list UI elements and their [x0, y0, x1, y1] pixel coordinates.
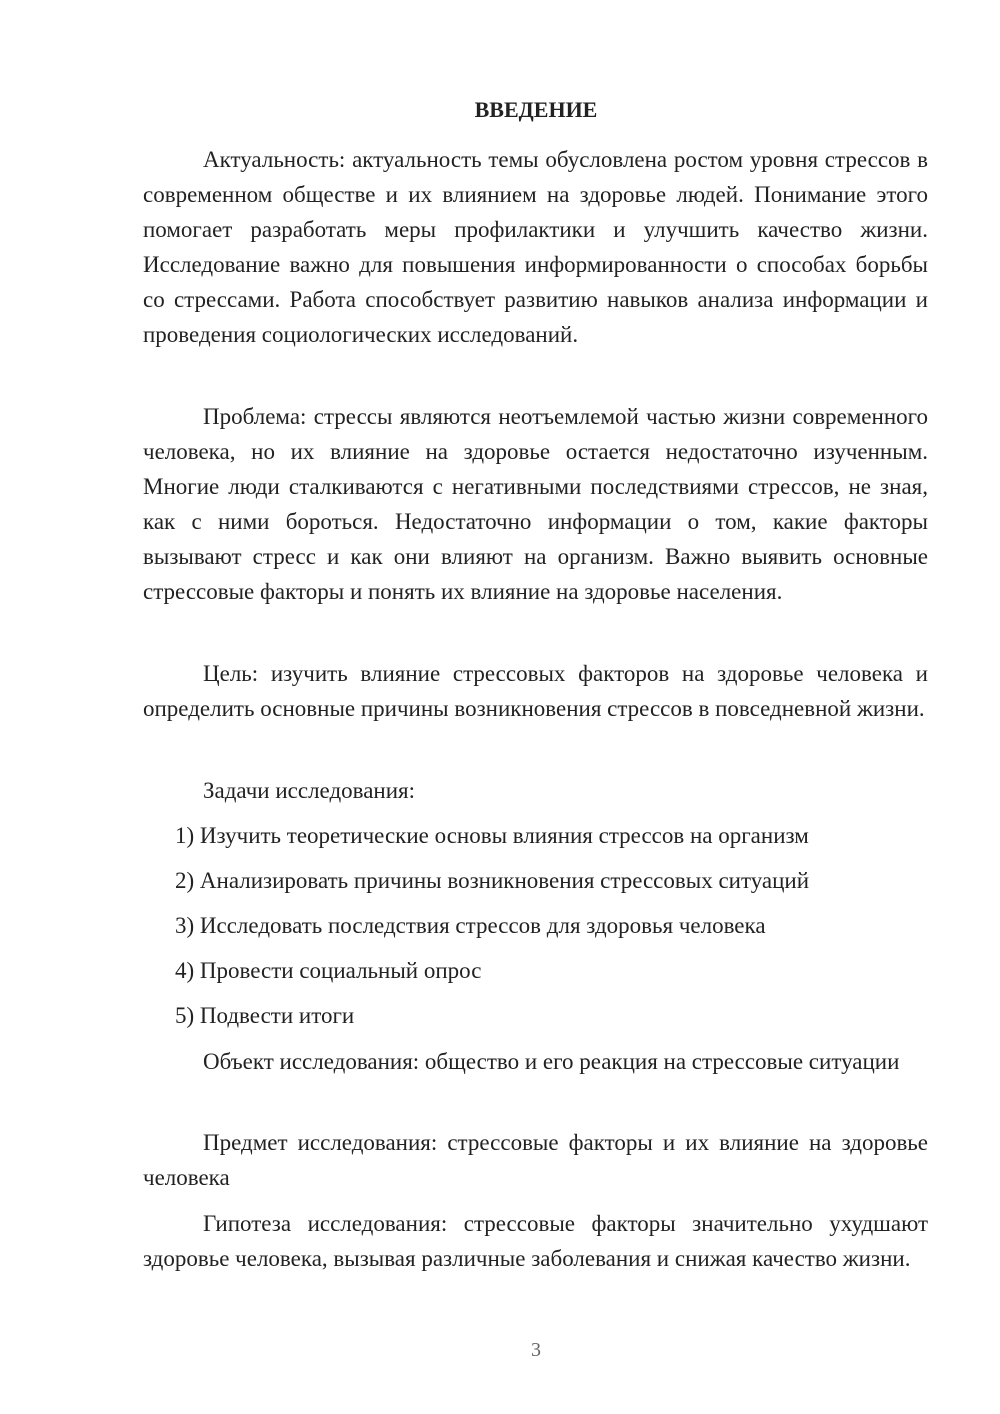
subject-paragraph: Предмет исследования: стрессовые факторы и их влияние на здоровье человека — [143, 1130, 928, 1190]
hypothesis-paragraph: Гипотеза исследования: стрессовые факторы значительно ухудшают здоровье человека, вызывая различные заболевания и снижая качество жизни. — [143, 1211, 928, 1271]
task-item: 2) Анализировать причины возникновения стрессовых ситуаций — [175, 868, 810, 893]
relevance-paragraph: Актуальность: актуальность темы обусловлена ростом уровня стрессов в современном обществе и их влиянием на здоровье людей. Понимание этого помогает разработать меры профилактики и улучшить качество жизни. Исследование важно для повышения информированности о способах борьбы со стрессами. Работа способствует развитию навыков анализа информации и проведения социологических исследований. — [143, 147, 928, 347]
goal-paragraph: Цель: изучить влияние стрессовых факторов на здоровье человека и определить основные причины возникновения стрессов в повседневной жизни. — [143, 661, 928, 721]
task-item: 4) Провести социальный опрос — [175, 958, 482, 983]
page-title: ВВЕДЕНИЕ — [474, 97, 598, 122]
task-item: 3) Исследовать последствия стрессов для здоровья человека — [175, 913, 766, 938]
object-paragraph: Объект исследования: общество и его реакция на стрессовые ситуации — [203, 1049, 900, 1074]
task-item: 5) Подвести итоги — [175, 1003, 355, 1028]
page-number: 3 — [531, 1339, 541, 1361]
problem-paragraph: Проблема: стрессы являются неотъемлемой частью жизни современного человека, но их влияние на здоровье остается недостаточно изученным. Многие люди сталкиваются с негативными последствиями стрессов, не зная, как с ними бороться. Недостаточно информации о том, какие факторы вызывают стресс и как они влияют на организм. Важно выявить основные стрессовые факторы и понять их влияние на здоровье населения. — [143, 404, 928, 604]
tasks-heading: Задачи исследования: — [203, 778, 416, 803]
task-item: 1) Изучить теоретические основы влияния стрессов на организм — [175, 823, 809, 848]
